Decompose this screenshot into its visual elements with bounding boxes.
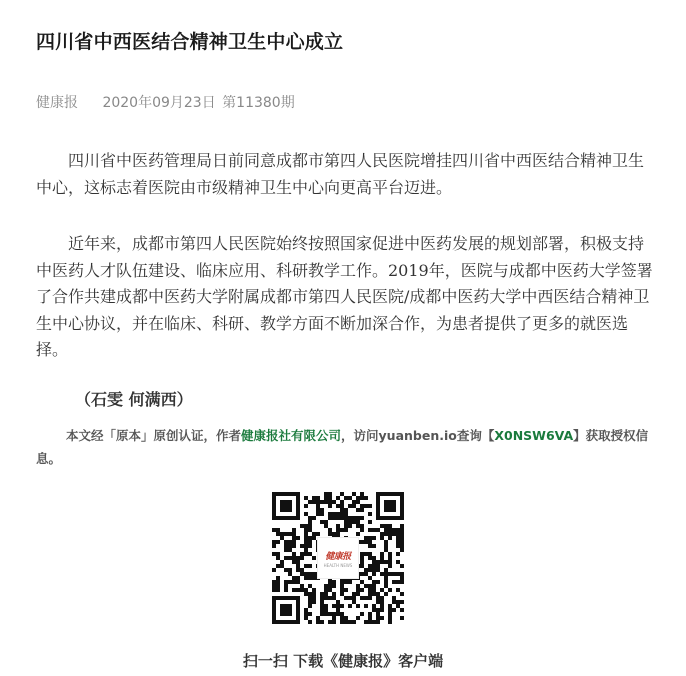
notice-suffix: 】获取授权信息。 — [36, 428, 649, 466]
article-meta — [36, 92, 295, 112]
publish-date: 2020年09月23日 — [102, 95, 216, 111]
qr-logo — [317, 537, 359, 579]
qr-code — [272, 492, 404, 624]
qr-logo-subtext: HEALTH NEWS — [323, 562, 353, 568]
qr-caption: 扫一扫 下载《健康报》客户端 — [242, 652, 444, 670]
copyright-notice — [36, 424, 656, 470]
paragraph-2: 近年来，成都市第四人民医院始终按照国家促进中医药发展的规划部署，积极支持中医药人才队伍建设、临床应用、科研教学工作。2019年，医院与成都中医药大学签署了合作共建成都中医药大学附属成都市第四人民医院/成都中医药大学中西医结合精神卫生中心协议，并在临床、科研、教学方面不断加深合作，为患者提供了更多的就医选择。 — [36, 234, 653, 359]
notice-prefix: 本文经「原本」原创认证，作者 — [66, 428, 242, 443]
paragraph-1: 四川省中医药管理局日前同意成都市第四人民医院增挂四川省中西医结合精神卫生中心，这标志着医院由市级精神卫生中心向更高平台迈进。 — [36, 151, 645, 197]
notice-middle: ，访问yuanben.io查询【 — [341, 428, 495, 443]
auth-code-link[interactable]: X0NSW6VA — [494, 428, 574, 443]
source-link[interactable]: 健康报 — [36, 95, 78, 111]
article-title: 四川省中西医结合精神卫生中心成立 — [36, 31, 344, 53]
author-byline: （石雯 何满西） — [75, 390, 193, 409]
author-org-link[interactable]: 健康报社有限公司 — [241, 428, 342, 443]
issue-number: 第11380期 — [222, 95, 295, 111]
qr-logo-text: 健康报 — [325, 551, 351, 562]
